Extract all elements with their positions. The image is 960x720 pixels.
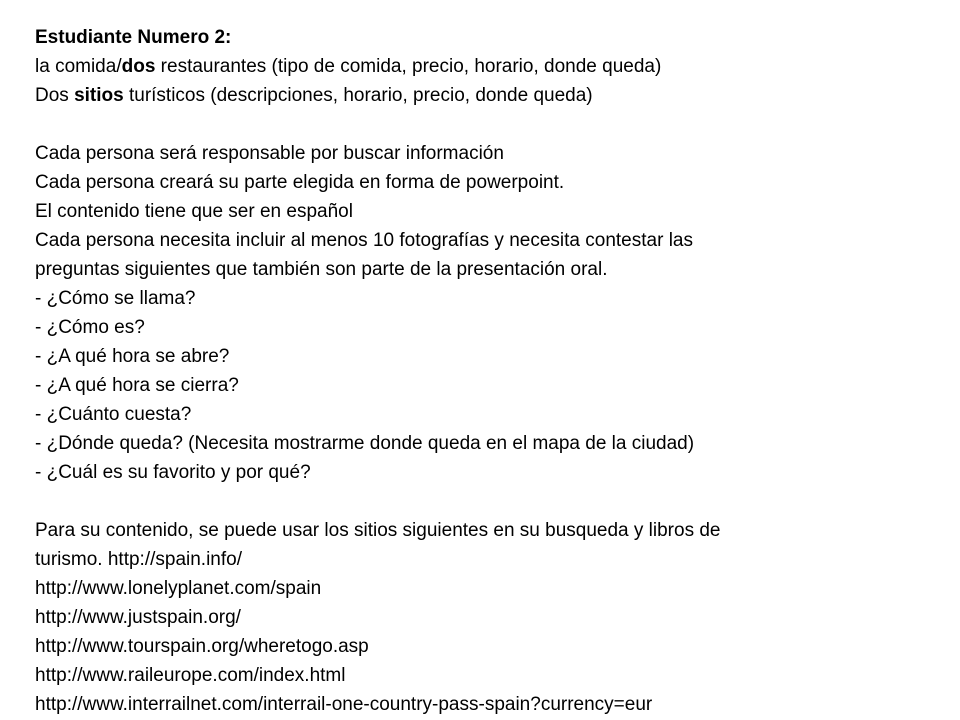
spacer <box>35 487 935 516</box>
question-item: - ¿Cómo se llama? <box>35 288 196 309</box>
sites-line-post: turísticos (descripciones, horario, precio, donde queda) <box>123 85 593 106</box>
slide-text-body <box>35 23 935 719</box>
instruction-line: Cada persona creará su parte elegida en forma de powerpoint. <box>35 172 565 193</box>
resource-link: http://www.justspain.org/ <box>35 607 241 628</box>
sites-line-bold: sitios <box>74 85 124 106</box>
resources-intro-line: Para su contenido, se puede usar los sitios siguientes en su busqueda y libros de <box>35 520 721 541</box>
resource-link: http://www.raileurope.com/index.html <box>35 665 346 686</box>
instruction-line: Cada persona será responsable por buscar información <box>35 143 504 164</box>
food-line-pre: la comida/ <box>35 56 122 77</box>
instruction-line: Cada persona necesita incluir al menos 10 fotografías y necesita contestar las <box>35 230 693 251</box>
question-item: - ¿Dónde queda? (Necesita mostrarme donde queda en el mapa de la ciudad) <box>35 433 695 454</box>
sites-line-pre: Dos <box>35 85 75 106</box>
question-item: - ¿A qué hora se cierra? <box>35 375 239 396</box>
question-item: - ¿Cuánto cuesta? <box>35 404 192 425</box>
food-line <box>35 52 935 81</box>
resource-link: http://www.tourspain.org/wheretogo.asp <box>35 636 369 657</box>
food-line-bold: dos <box>121 56 156 77</box>
resources-intro-line: turismo. http://spain.info/ <box>35 549 242 570</box>
sites-line <box>35 81 935 110</box>
food-line-post: restaurantes (tipo de comida, precio, horario, donde queda) <box>155 56 662 77</box>
instruction-line: El contenido tiene que ser en español <box>35 201 353 222</box>
student-heading: Estudiante Numero 2: <box>35 27 232 48</box>
question-item: - ¿Cuál es su favorito y por qué? <box>35 462 311 483</box>
instruction-line: preguntas siguientes que también son parte de la presentación oral. <box>35 259 608 280</box>
resource-link: http://www.interrailnet.com/interrail-one-country-pass-spain?currency=eur <box>35 694 653 715</box>
question-item: - ¿Cómo es? <box>35 317 145 338</box>
resource-link: http://www.lonelyplanet.com/spain <box>35 578 322 599</box>
question-item: - ¿A qué hora se abre? <box>35 346 230 367</box>
spacer <box>35 110 935 139</box>
